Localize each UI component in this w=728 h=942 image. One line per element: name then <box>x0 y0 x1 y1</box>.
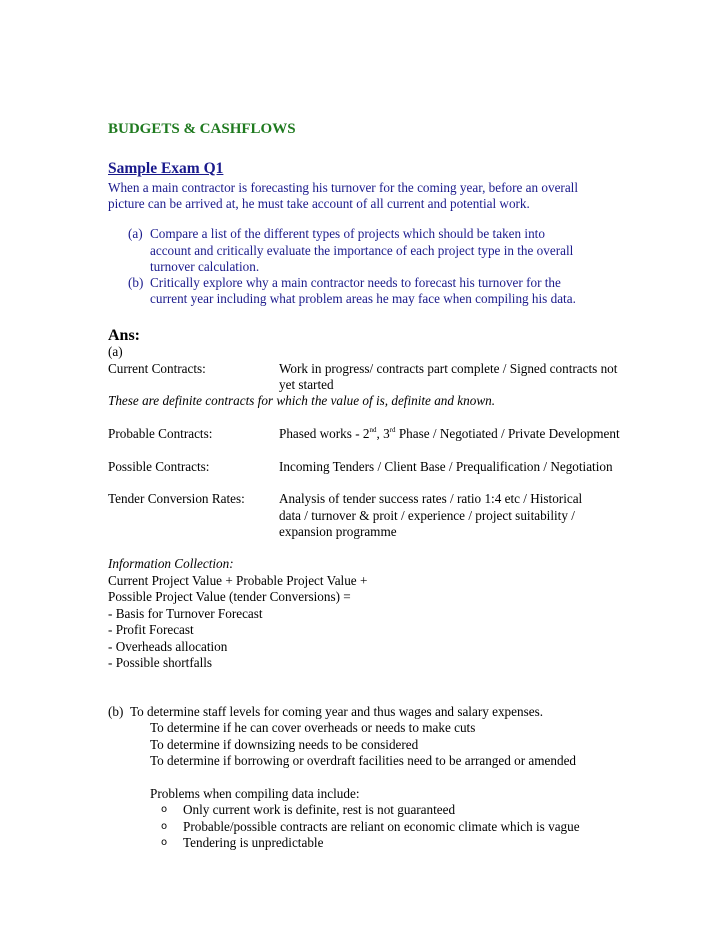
problems-title: Problems when compiling data include: <box>150 786 360 801</box>
part-b-line: To determine if he can cover overheads or needs to make cuts <box>150 720 476 735</box>
info-line: Possible Project Value (tender Conversions) = <box>108 589 351 604</box>
row-label-probable: Probable Contracts: <box>108 426 213 441</box>
row-text: Incoming Tenders / Client Base / Prequalification / Negotiation <box>279 459 613 474</box>
definite-note: These are definite contracts for which the value of is, definite and known. <box>108 393 496 408</box>
question-part-line: turnover calculation. <box>150 259 260 274</box>
info-line: - Possible shortfalls <box>108 655 213 670</box>
question-title: Sample Exam Q1 <box>108 160 224 177</box>
row-label-tender: Tender Conversion Rates: <box>108 491 245 506</box>
row-text: Analysis of tender success rates / ratio 1:4 etc / Historical <box>279 491 583 506</box>
info-line: - Profit Forecast <box>108 622 194 637</box>
row-label-current: Current Contracts: <box>108 361 206 376</box>
row-label-possible: Possible Contracts: <box>108 459 210 474</box>
row-text: Work in progress/ contracts part complete / Signed contracts not <box>279 361 618 376</box>
problem-item: Probable/possible contracts are reliant on economic climate which is vague <box>183 819 580 834</box>
problem-item: Only current work is definite, rest is not guaranteed <box>183 802 456 817</box>
question-intro-line: When a main contractor is forecasting his turnover for the coming year, before an overall <box>108 180 579 195</box>
bullet-icon: o <box>161 837 168 848</box>
bullet-icon: o <box>161 804 168 815</box>
part-b-line: To determine staff levels for coming year and thus wages and salary expenses. <box>130 704 544 719</box>
answer-part-label: (a) <box>108 344 123 359</box>
row-text: data / turnover & proit / experience / project suitability / <box>279 508 575 523</box>
info-line: - Overheads allocation <box>108 639 228 654</box>
question-part-line: account and critically evaluate the importance of each project type in the overall <box>150 243 574 258</box>
question-part-line: current year including what problem areas he may face when compiling his data. <box>150 291 576 306</box>
question-part-line: Compare a list of the different types of projects which should be taken into <box>150 226 545 241</box>
question-part-label: (b) <box>128 275 144 290</box>
row-text: yet started <box>279 377 334 392</box>
part-b-line: To determine if borrowing or overdraft facilities need to be arranged or amended <box>150 753 577 768</box>
page-heading: BUDGETS & CASHFLOWS <box>108 121 296 137</box>
question-part-line: Critically explore why a main contractor needs to forecast his turnover for the <box>150 275 561 290</box>
info-line: Current Project Value + Probable Project Value + <box>108 573 368 588</box>
problem-item: Tendering is unpredictable <box>183 835 324 850</box>
question-part-label: (a) <box>128 226 143 241</box>
question-intro-line: picture can be arrived at, he must take account of all current and potential work. <box>108 196 530 211</box>
answer-title: Ans: <box>108 327 141 344</box>
row-text: Phased works - 2nd, 3rd Phase / Negotiated / Private Development <box>279 425 620 441</box>
answer-part-label: (b) <box>108 704 124 719</box>
part-b-line: To determine if downsizing needs to be considered <box>150 737 419 752</box>
row-text: expansion programme <box>279 524 397 539</box>
info-title: Information Collection: <box>108 556 234 571</box>
info-line: - Basis for Turnover Forecast <box>108 606 263 621</box>
bullet-icon: o <box>161 821 168 832</box>
